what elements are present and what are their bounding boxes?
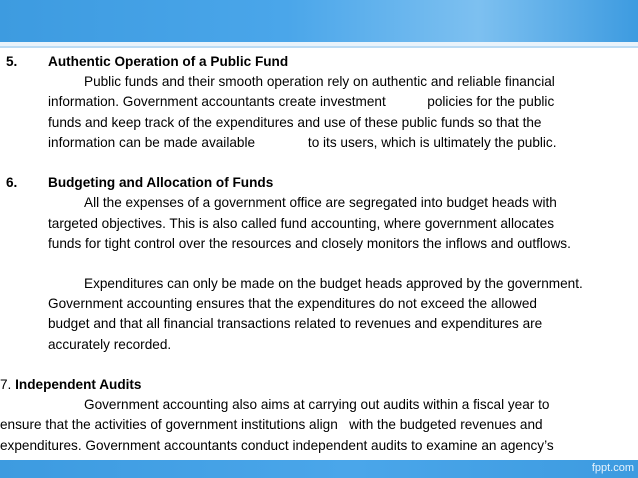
slide-body: [0, 52, 632, 476]
section-6-para1-line-2: targeted objectives. This is also called fund accounting, where government allocates: [48, 215, 555, 231]
section-7-heading-line: [0, 375, 632, 395]
footer-brand: fppt.com: [591, 462, 634, 474]
section-6-para2-line-4: accurately recorded.: [48, 336, 172, 352]
section-7-line-2: ensure that the activities of government institutions align with the budgeted revenues and: [0, 417, 543, 433]
section-6-para1-line-1: All the expenses of a government office are segregated into budget heads with: [84, 195, 557, 211]
section-7-line-3: expenditures. Government accountants conduct independent audits to examine an agency’s: [0, 437, 554, 453]
section-7-line-1: Government accounting also aims at carrying out audits within a fiscal year to: [84, 397, 550, 413]
section-7-heading: Independent Audits: [15, 377, 142, 392]
section-6-para2-line-3: budget and that all financial transactions related to revenues and expenditures are: [48, 316, 543, 332]
footer-band: [0, 460, 638, 478]
section-6-para2-line-2: Government accounting ensures that the expenditures do not exceed the allowed: [48, 296, 537, 312]
section-7-number: 7.: [0, 377, 12, 392]
section-5-line-4: information can be made available to its users, which is ultimately the public.: [48, 134, 557, 150]
section-6-heading: Budgeting and Allocation of Funds: [48, 175, 274, 191]
section-6-para1-line-3: funds for tight control over the resources and closely monitors the inflows and outflows.: [48, 235, 571, 251]
section-5-line-1: Public funds and their smooth operation rely on authentic and reliable financial: [84, 74, 555, 90]
section-5-line-2: information. Government accountants create investment policies for the public: [48, 94, 555, 110]
section-6-para2-line-1: Expenditures can only be made on the budget heads approved by the government.: [84, 276, 583, 292]
section-6-heading-line: [0, 173, 632, 193]
section-6-number: 6.: [6, 175, 18, 191]
section-5-line-3: funds and keep track of the expenditures and use of these public funds so that the: [48, 114, 542, 130]
section-5-heading-line: [0, 52, 632, 72]
header-band: [0, 0, 638, 42]
section-5-heading: Authentic Operation of a Public Fund: [48, 54, 289, 69]
header-divider-accent: [0, 46, 638, 48]
section-5-number: 5.: [6, 54, 18, 69]
